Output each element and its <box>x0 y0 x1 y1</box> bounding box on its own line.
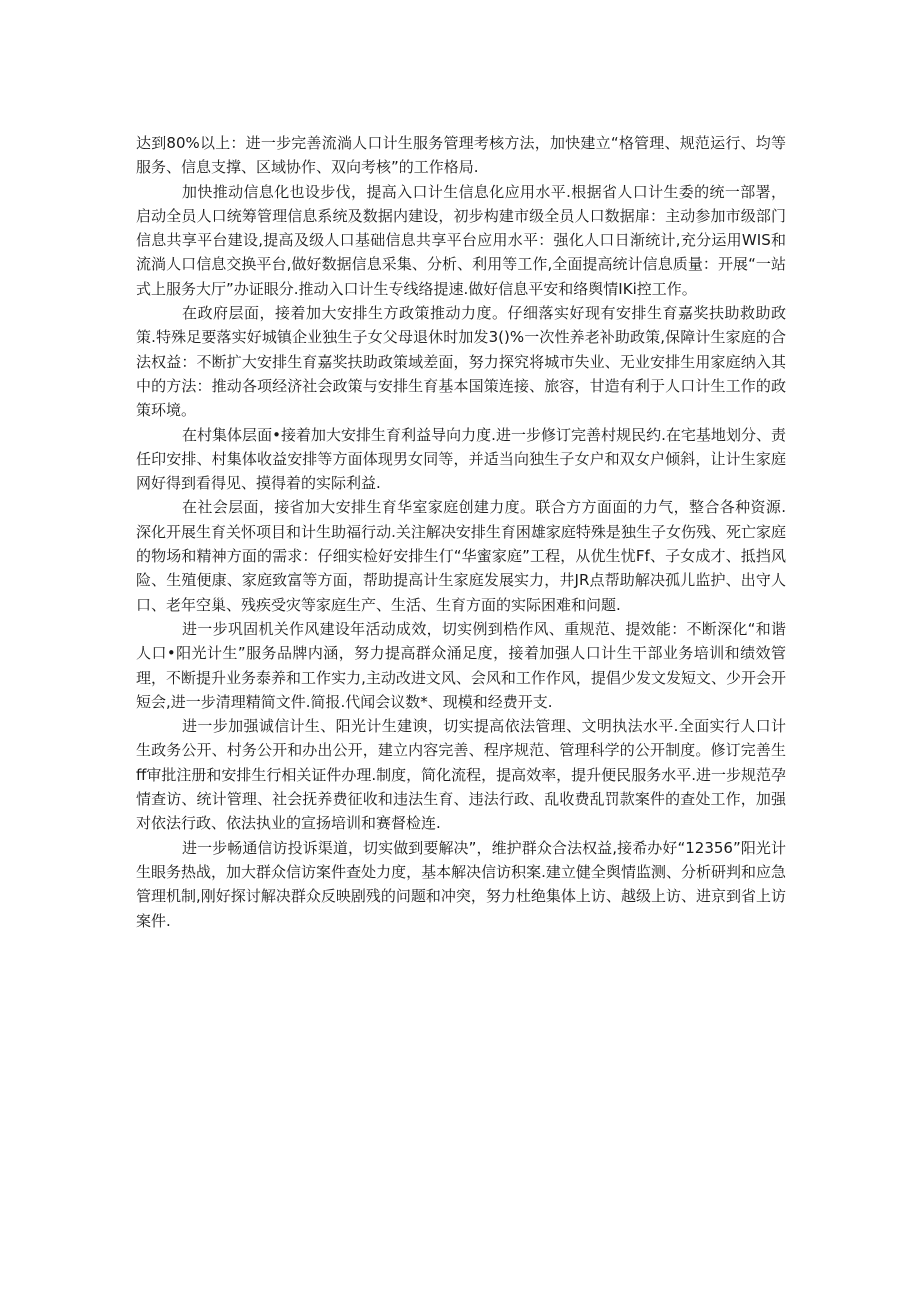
paragraph-6: 进一步巩固机关作风建设年活动成效，切实例到梏作风、重规范、提效能：不断深化“和谐人口•阳光计生”服务品牌内涵，努力提高群众涌足度，接着加强人口计生干部业务培训和绩效管理，不断提升业务泰养和工作实力,主动改进文风、会风和工作作风，提倡少发文发短文、少开会开短会,进一步清理精简文件.简报.代闻会议数*、现模和经费开支. <box>136 619 786 711</box>
paragraph-7: 进一步加强诚信计生、阳光计生建谀，切实提高依法管理、文明执法水平.全面实行人口计生政务公开、村务公开和办出公开，建立内容完善、程序规范、管理科学的公开制度。修订完善生ff审批注册和安排生行相关证件办理.制度，简化流程，提高效率，提升便民服务水平.进一步规范孕情查访、统计管理、社会抚养费征收和违法生育、违法行政、乱收费乱罚款案件的查处工作，加强对依法行政、依法执业的宣扬培训和赛督检连. <box>136 717 786 833</box>
document-body <box>136 131 786 933</box>
paragraph-3: 在政府层面，接着加大安排生方政策推动力度。仔细落实好现有安排生育嘉奖扶助救助政策.特殊足要落实好城镇企业独生子女父母退休时加发3()%一次性养老补助政策,保障计生家庭的合法权益：不断扩大安排生育嘉奖扶助政策域差面，努力探究将城市失业、无业安排生用家庭纳入其中的方法：推动各项经济社会政策与安排生育基本国策连接、旅容，甘造有利于人口计生工作的政策环境。 <box>136 304 786 420</box>
paragraph-5: 在社会层面，接省加大安排生育华室家庭创建力度。联合方方面面的力气，整合各种资源.深化开展生育关怀项目和计生助福行动.关注解决安排生育困雄家庭特殊是独生子女伤残、死亡家庭的物场和精神方面的需求：仔细实检好安排生仃“华蜜家庭”工程，从优生忧Ff、子女成才、抵挡风险、生殖便康、家庭致富等方面，帮助提高计生家庭发展实力，井JR点帮助解决孤儿监护、出守人口、老年空巢、残疾受灾等家庭生产、生活、生育方面的实际困难和问题. <box>136 498 786 614</box>
paragraph-4: 在村集体层面•接着加大安排生育利益导向力度.进一步修订完善村规民约.在宅基地划分、责任印安排、村集体收益安排等方面体现男女同等，并适当向独生子女户和双女户倾斜，让计生家庭网好得到看得见、摸得着的实际利益. <box>136 425 786 493</box>
paragraph-1: 达到80%以上：进一步完善流淌人口计生服务管理考核方法，加快建立“格管理、规范运行、均等服务、信息支撑、区域协作、双向考核”的工作格局. <box>136 134 786 177</box>
paragraph-8: 进一步畅通信访投诉渠道，切实做到要解决”，维护群众合法权益,接希办好“12356”阳光计生眼务热战，加大群众信访案件查处力度，基本解决信访积案.建立健全舆情监测、分析研判和应急管理机制,刚好探讨解决群众反映剧残的问题和冲突，努力杜绝集体上访、越级上访、进京到省上访案件. <box>136 838 786 930</box>
paragraph-2: 加快推动信息化也设步伐，提高入口计生信息化应用水平.根据省人口计生委的统一部署，启动全员人口统筹管理信息系统及数据内建设，初步构建市级全员人口数据扉：主动参加市级部门信息共享平台建设,提高及级人口基础信息共享平台应用水平：强化人口日渐统计,充分运用WIS和流淌人口信息交换平台,做好数据信息采集、分析、利用等工作,全面提高统计信息质量：开展“一站式上服务大厅”办证眼分.推动入口计生专线络提速.做好信息平安和络舆情IKi控工作。 <box>136 182 786 298</box>
